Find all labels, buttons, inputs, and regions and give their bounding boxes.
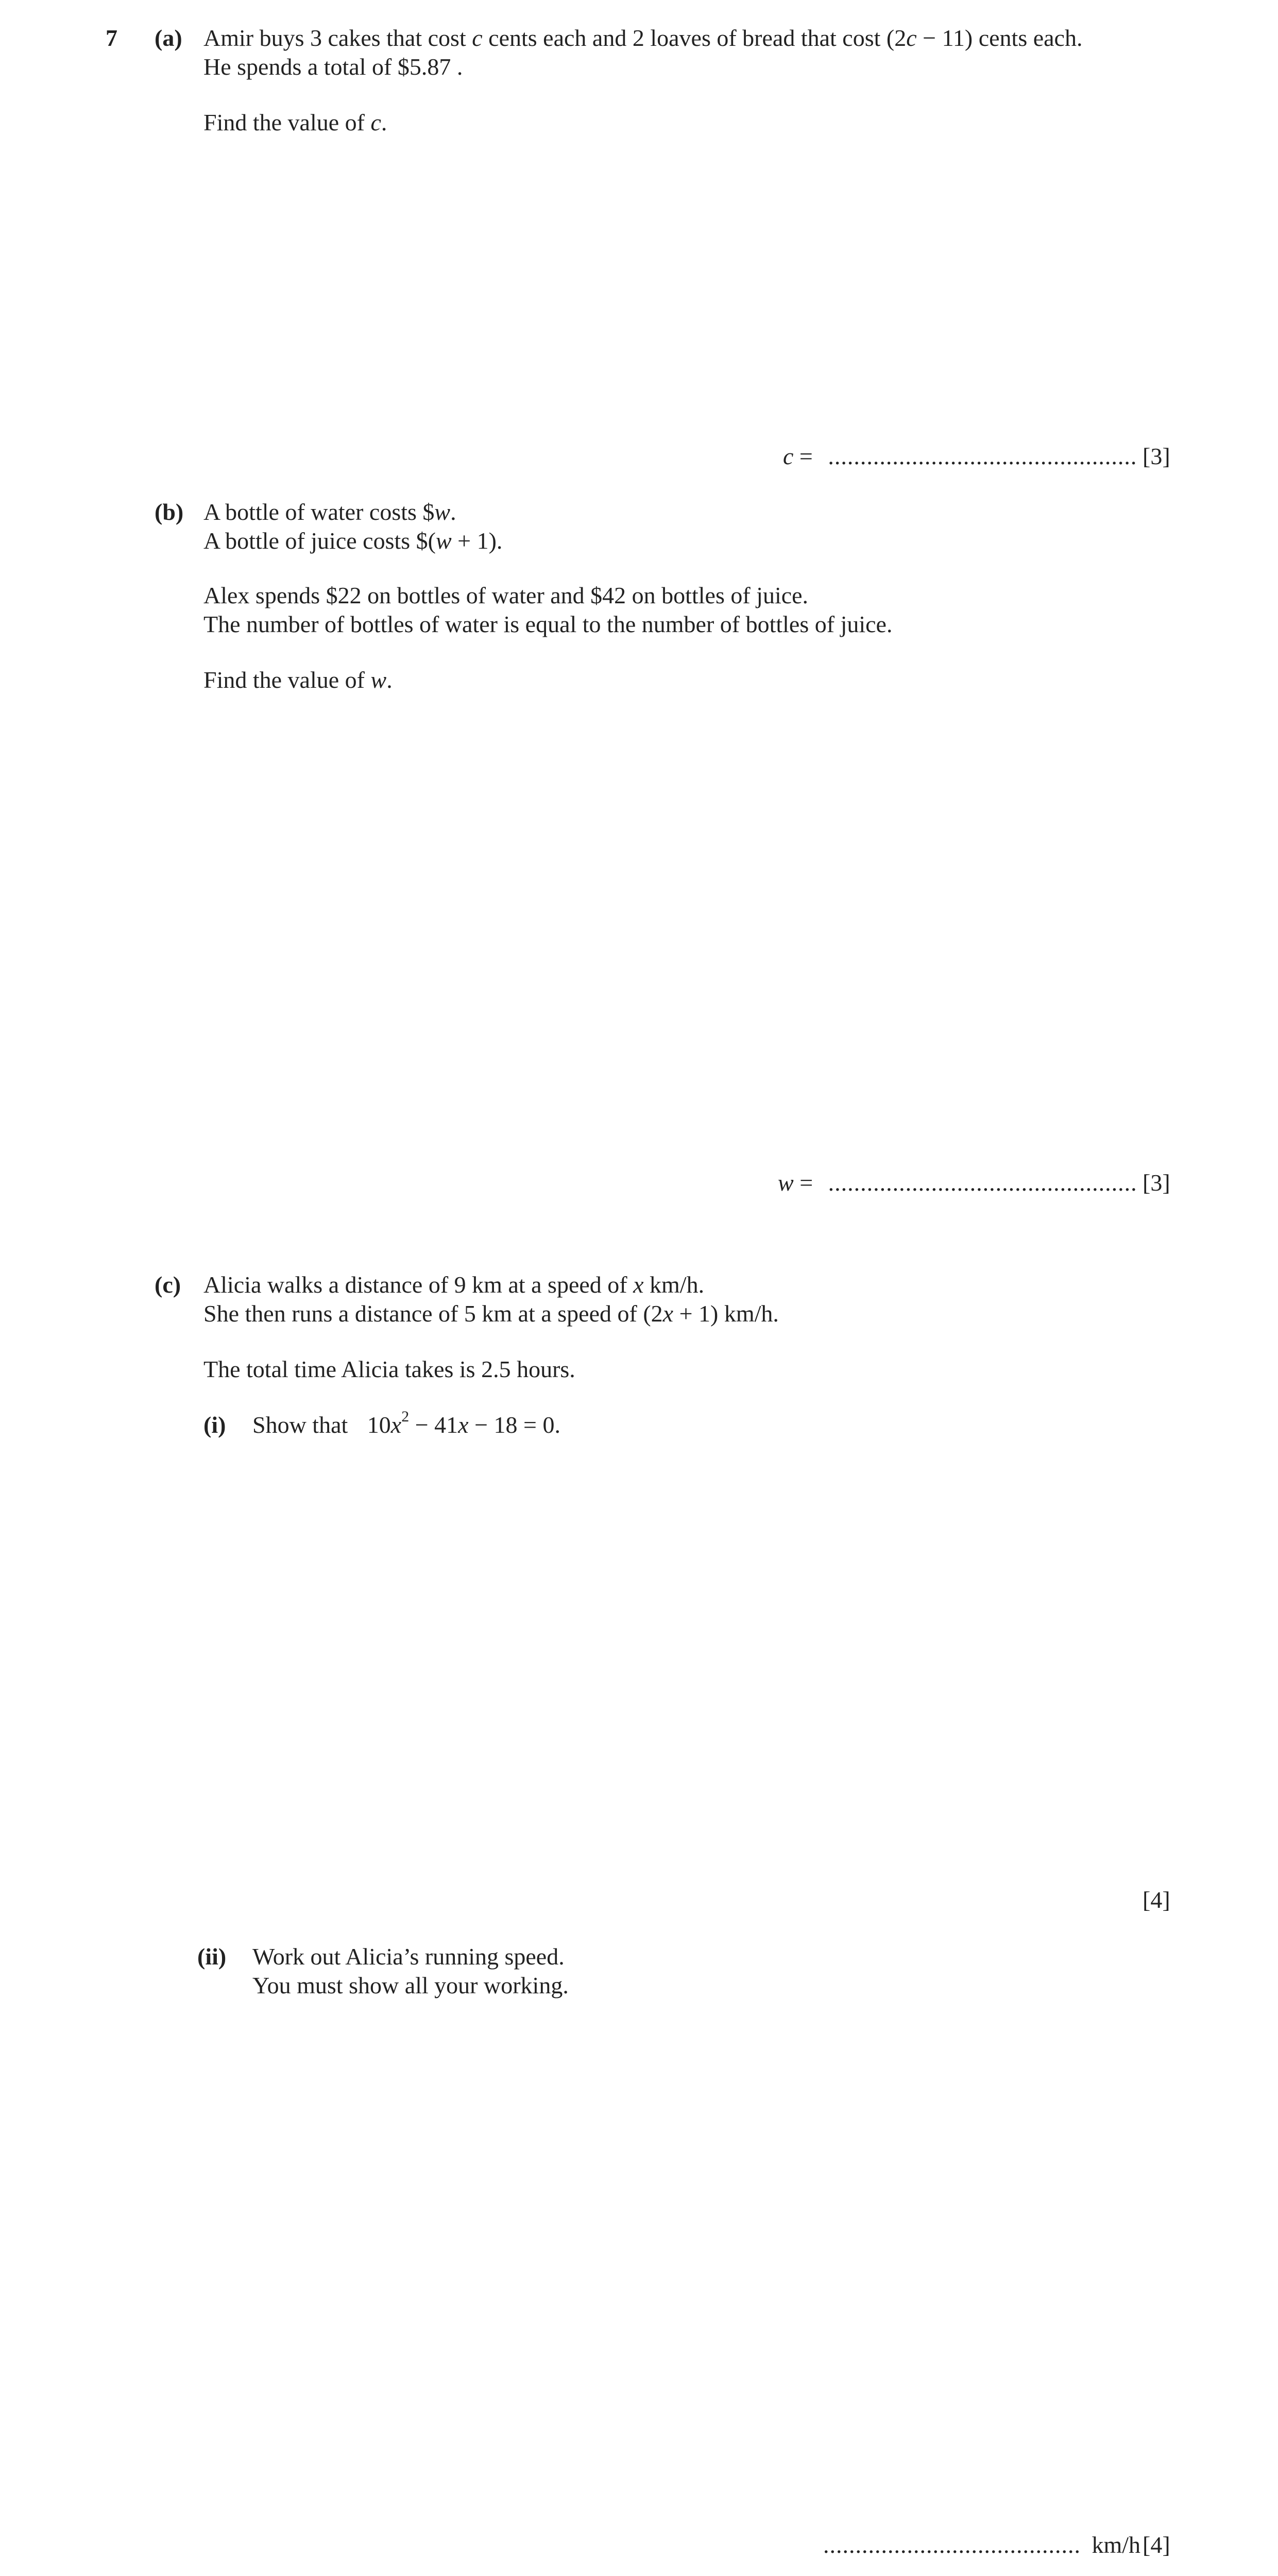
part-c-ii-label: (ii) — [197, 1943, 227, 1970]
part-b-line-1: A bottle of water costs $w. — [203, 499, 456, 525]
part-c-line-2: She then runs a distance of 5 km at a speed of (2x + 1) km/h. — [203, 1300, 779, 1327]
part-a-label: (a) — [155, 25, 182, 51]
part-a-prompt: Find the value of c. — [203, 109, 387, 135]
part-c-line-1: Alicia walks a distance of 9 km at a speed of x km/h. — [203, 1272, 705, 1298]
part-c-ii-answer-line[interactable]: ........................................ km/h — [823, 2532, 1141, 2558]
question-number: 7 — [106, 25, 117, 51]
part-b-label: (b) — [155, 499, 184, 525]
part-c-i-equation: $10x^2 - 41x - 18 = 0$. — [367, 1408, 560, 1438]
part-c-i-prompt: Show that $10x^2 - 41x - 18 = 0$. — [252, 1408, 560, 1438]
part-c-ii-marks: [4] — [1143, 2532, 1170, 2558]
part-b-prompt: Find the value of w. — [203, 667, 393, 693]
part-b-answer-line[interactable]: w = ................................................ — [778, 1170, 1137, 1196]
part-a-answer-line[interactable]: c = ................................................ — [783, 443, 1137, 469]
part-b-marks: [3] — [1143, 1170, 1170, 1196]
part-c-ii-line-2: You must show all your working. — [252, 1972, 569, 1998]
part-c-i-label: (i) — [203, 1412, 226, 1438]
part-a-line-2: He spends a total of $5.87 . — [203, 54, 463, 80]
part-a-line-1: Amir buys 3 cakes that cost c cents each and 2 loaves of bread that cost (2c − 11) cents each. — [203, 25, 1083, 51]
part-c-line-3: The total time Alicia takes is 2.5 hours. — [203, 1356, 575, 1382]
answer-unit: km/h — [1092, 2532, 1141, 2558]
part-c-ii-line-1: Work out Alicia’s running speed. — [252, 1943, 565, 1970]
part-c-label: (c) — [155, 1272, 181, 1298]
part-b-line-2: A bottle of juice costs $(w + 1). — [203, 528, 503, 554]
part-c-i-marks: [4] — [1143, 1887, 1170, 1913]
part-b-line-3: Alex spends $22 on bottles of water and $42 on bottles of juice. — [203, 582, 809, 608]
part-b-line-4: The number of bottles of water is equal to the number of bottles of juice. — [203, 611, 893, 637]
part-a-marks: [3] — [1143, 443, 1170, 469]
